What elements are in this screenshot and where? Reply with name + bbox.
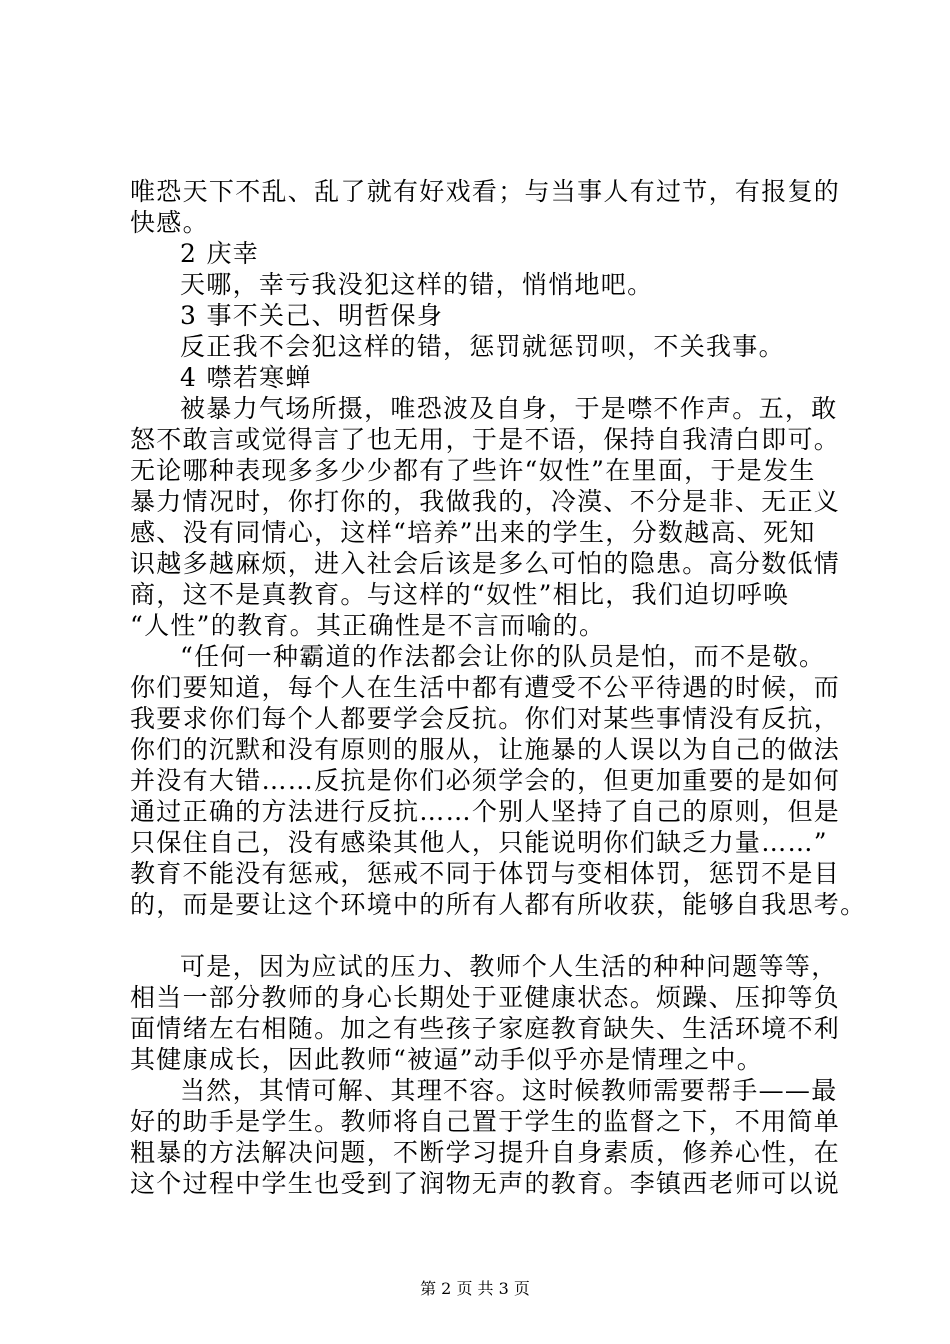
text-line: 感、没有同情心，这样“培养”出来的学生，分数越高、死知 (130, 518, 816, 547)
text-line: 相当一部分教师的身心长期处于亚健康状态。烦躁、压抑等负 (130, 983, 841, 1012)
text-line: 你们要知道，每个人在生活中都有遭受不公平待遇的时候，而 (130, 673, 841, 702)
blank-line (130, 920, 830, 951)
page-number-label: 第 2 页 共 3 页 (420, 1279, 530, 1298)
text-line: 粗暴的方法解决问题，不断学习提升自身素质，修养心性，在 (130, 1138, 841, 1167)
text-line: 4 噤若寒蝉 (180, 363, 312, 392)
text-line: 商，这不是真教育。与这样的“奴性”相比，我们迫切呼唤 (130, 580, 790, 609)
text-line: 面情绪左右相随。加之有些孩子家庭教育缺失、生活环境不利 (130, 1014, 841, 1043)
text-line: 快感。 (130, 208, 209, 237)
text-line: 唯恐天下不乱、乱了就有好戏看；与当事人有过节，有报复的 (130, 177, 841, 206)
text-line: 识越多越麻烦，进入社会后该是多么可怕的隐患。高分数低情 (130, 549, 841, 578)
text-line: 反正我不会犯这样的错，惩罚就惩罚呗，不关我事。 (180, 332, 785, 361)
text-line: “人性”的教育。其正确性是不言而喻的。 (130, 611, 606, 640)
text-line: 当然，其情可解、其理不容。这时候教师需要帮手——最 (180, 1076, 838, 1105)
document-body (130, 176, 867, 1199)
text-line: 暴力情况时，你打你的，我做我的，冷漠、不分是非、无正义 (130, 487, 841, 516)
text-line: 通过正确的方法进行反抗……个别人坚持了自己的原则，但是 (130, 797, 841, 826)
text-line: “任何一种霸道的作法都会让你的队员是怕，而不是敬。 (180, 642, 826, 671)
text-line: 并没有大错……反抗是你们必须学会的，但更加重要的是如何 (130, 766, 841, 795)
text-line: 这个过程中学生也受到了润物无声的教育。李镇西老师可以说 (130, 1169, 841, 1198)
page-footer (0, 1279, 950, 1299)
text-line: 怒不敢言或觉得言了也无用，于是不语，保持自我清白即可。 (130, 425, 841, 454)
text-line: 好的助手是学生。教师将自己置于学生的监督之下，不用简单 (130, 1107, 841, 1136)
text-line: 被暴力气场所摄，唯恐波及自身，于是噤不作声。五，敢 (180, 394, 838, 423)
text-line: 其健康成长，因此教师“被逼”动手似乎亦是情理之中。 (130, 1045, 764, 1074)
text-line: 天哪，幸亏我没犯这样的错，悄悄地吧。 (180, 270, 654, 299)
text-line: 教育不能没有惩戒，惩戒不同于体罚与变相体罚，惩罚不是目 (130, 859, 841, 888)
text-line: 我要求你们每个人都要学会反抗。你们对某些事情没有反抗， (130, 704, 841, 733)
text-line: 可是，因为应试的压力、教师个人生活的种种问题等等， (180, 952, 838, 981)
text-line: 只保住自己，没有感染其他人，只能说明你们缺乏力量……” (130, 828, 828, 857)
text-line: 你们的沉默和没有原则的服从，让施暴的人误以为自己的做法 (130, 735, 841, 764)
text-line: 2 庆幸 (180, 239, 260, 268)
text-line: 的，而是要让这个环境中的所有人都有所收获，能够自我思考。 (130, 890, 867, 919)
text-line: 3 事不关己、明哲保身 (180, 301, 444, 330)
text-line: 无论哪种表现多多少少都有了些许“奴性”在里面，于是发生 (130, 456, 816, 485)
